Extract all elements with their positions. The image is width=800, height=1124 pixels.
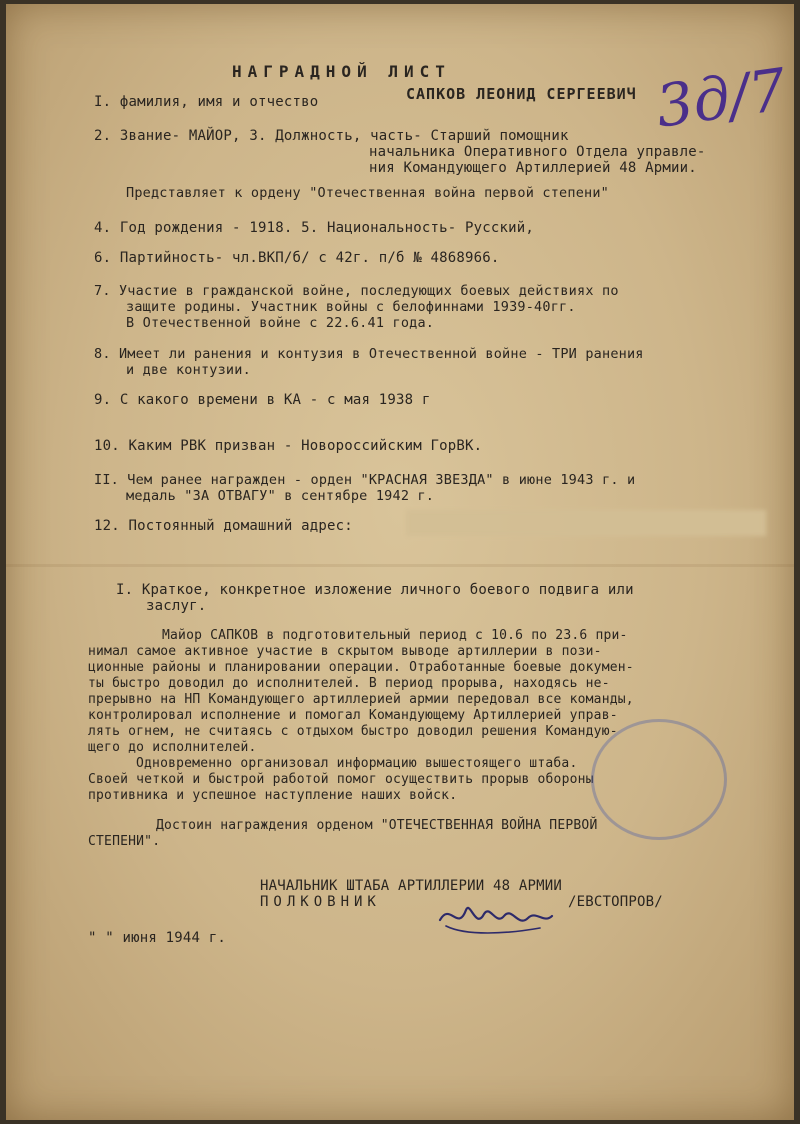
conclusion-line-1: Достоин награждения орденом "ОТЕЧЕСТВЕННАЯ ВОЙНА ПЕРВОЙ (156, 818, 598, 833)
position-line-3: ния Командующего Артиллерией 48 Армии. (369, 160, 697, 176)
redacted-address (406, 510, 766, 536)
previous-awards-line-2: медаль "ЗА ОТВАГУ" в сентябре 1942 г. (126, 488, 435, 504)
faded-stamp (591, 719, 727, 840)
feat-para1-line: лять огнем, не считаясь с отдыхом быстро доводил решения Командую- (88, 724, 618, 739)
signer-name: /ЕВСТОПРОВ/ (568, 894, 663, 910)
home-address-line: 12. Постоянный домашний адрес: (94, 518, 353, 534)
feat-para2-line: противника и успешное наступление наших войск. (88, 788, 458, 803)
handwritten-archive-mark: 3д/7 (651, 55, 791, 141)
chief-of-staff-line: НАЧАЛЬНИК ШТАБА АРТИЛЛЕРИИ 48 АРМИИ (260, 878, 563, 894)
feat-para1-line: Майор САПКОВ в подготовительный период с 10.6 по 23.6 при- (162, 628, 628, 643)
date-line: " " июня 1944 г. (88, 930, 227, 946)
signer-rank: ПОЛКОВНИК (260, 894, 381, 910)
award-sheet-page (6, 4, 794, 1120)
page-fold-line (6, 564, 794, 567)
rank-position-line: 2. Звание- МАЙОР, 3. Должность, часть- Старший помощник (94, 128, 569, 144)
feat-para1-line: щего до исполнителей. (88, 740, 257, 755)
feat-para1-line: ционные районы и планировании операции. Отработанные боевые докумен- (88, 660, 634, 675)
feat-heading-line-2: заслуг. (146, 598, 207, 614)
service-since-line: 9. С какого времени в КА - с мая 1938 г (94, 392, 431, 408)
party-line: 6. Партийность- чл.ВКП/б/ с 42г. п/б № 4868966. (94, 250, 500, 266)
feat-para2-line: Своей четкой и быстрой работой помог осуществить прорыв обороны (88, 772, 594, 787)
document-title: НАГРАДНОЙ ЛИСТ (232, 62, 451, 81)
rvk-line: 10. Каким РВК призван - Новороссийским ГорВК. (94, 438, 483, 454)
feat-para1-line: ты быстро доводил до исполнителей. В период прорыва, находясь не- (88, 676, 610, 691)
civil-war-line-1: 7. Участие в гражданской войне, последующих боевых действиях по (94, 283, 619, 299)
name-value: САПКОВ ЛЕОНИД СЕРГЕЕВИЧ (406, 85, 637, 103)
presented-for-line: Представляет к ордену "Отечественная война первой степени" (126, 185, 610, 201)
feat-heading-line-1: I. Краткое, конкретное изложение личного боевого подвига или (116, 582, 634, 598)
wounds-line-2: и две контузии. (126, 362, 251, 378)
wounds-line-1: 8. Имеет ли ранения и контузия в Отечественной войне - ТРИ ранения (94, 346, 644, 362)
civil-war-line-2: защите родины. Участник войны с белофиннами 1939-40гг. (126, 299, 576, 315)
conclusion-line-2: СТЕПЕНИ". (88, 834, 161, 849)
name-label: I. фамилия, имя и отчество (94, 94, 319, 110)
feat-para1-line: контролировал исполнение и помогал Командующему Артиллерией управ- (88, 708, 618, 723)
civil-war-line-3: В Отечественной войне с 22.6.41 года. (126, 315, 435, 331)
handwritten-signature (436, 896, 556, 940)
birth-nationality-line: 4. Год рождения - 1918. 5. Национальность- Русский, (94, 220, 535, 236)
position-line-2: начальника Оперативного Отдела управле- (369, 144, 706, 160)
feat-para2-line: Одновременно организовал информацию вышестоящего штаба. (136, 756, 578, 771)
feat-para1-line: нимал самое активное участие в скрытом выводе артиллерии в пози- (88, 644, 602, 659)
feat-para1-line: прерывно на НП Командующего артиллерией армии передовал все команды, (88, 692, 634, 707)
previous-awards-line-1: II. Чем ранее награжден - орден "КРАСНАЯ ЗВЕЗДА" в июне 1943 г. и (94, 472, 636, 488)
